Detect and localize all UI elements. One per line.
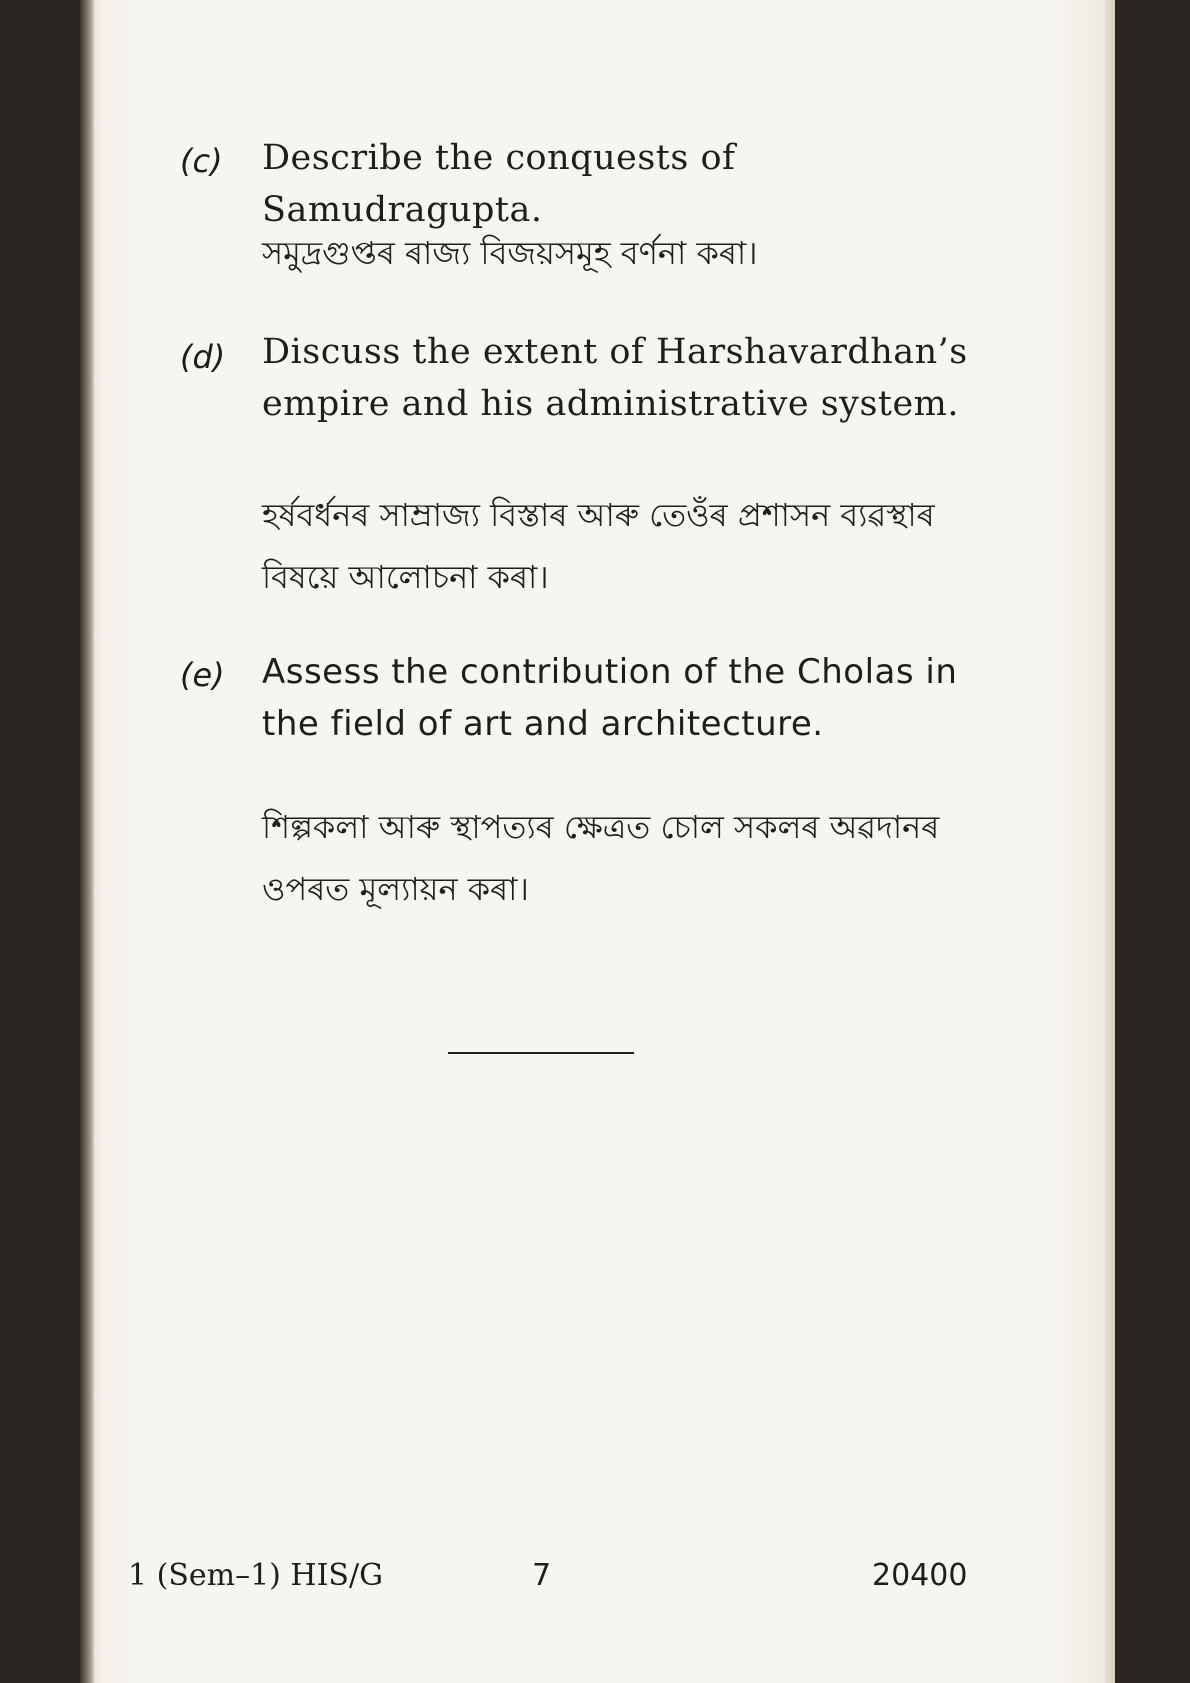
question-assamese: সমুদ্রগুপ্তৰ ৰাজ্য বিজয়সমূহ বৰ্ণনা কৰা। — [262, 234, 758, 272]
end-rule — [448, 1052, 634, 1054]
question-label: (c) — [180, 142, 223, 180]
question-assamese: হৰ্ষবৰ্ধনৰ সাম্ৰাজ্য বিস্তাৰ আৰু তেওঁৰ প্ৰশাসন ব্যৱস্থাৰ বিষয়ে আলোচনা কৰা। — [262, 496, 935, 596]
question-assamese: শিল্পকলা আৰু স্থাপত্যৰ ক্ষেত্ৰত চোল সকলৰ অৱদানৰ ওপৰত মূল্যায়ন কৰা। — [262, 808, 940, 908]
question-label: (e) — [180, 656, 225, 694]
question-english: Discuss the extent of Harshavardhan’s empire and his administrative system. — [262, 332, 968, 424]
serial-number: 20400 — [872, 1558, 968, 1593]
question-label: (d) — [180, 338, 226, 376]
page-edge — [1105, 0, 1115, 1683]
paper-code: 1 (Sem–1) HIS/G — [128, 1558, 384, 1593]
question-english: Describe the conquests of Samudragupta. — [262, 138, 736, 230]
page-number: 7 — [532, 1558, 552, 1593]
question-english: Assess the contribution of the Cholas in the field of art and architecture. — [262, 652, 958, 744]
book-spine-shadow — [80, 0, 94, 1683]
exam-page — [80, 0, 1115, 1683]
